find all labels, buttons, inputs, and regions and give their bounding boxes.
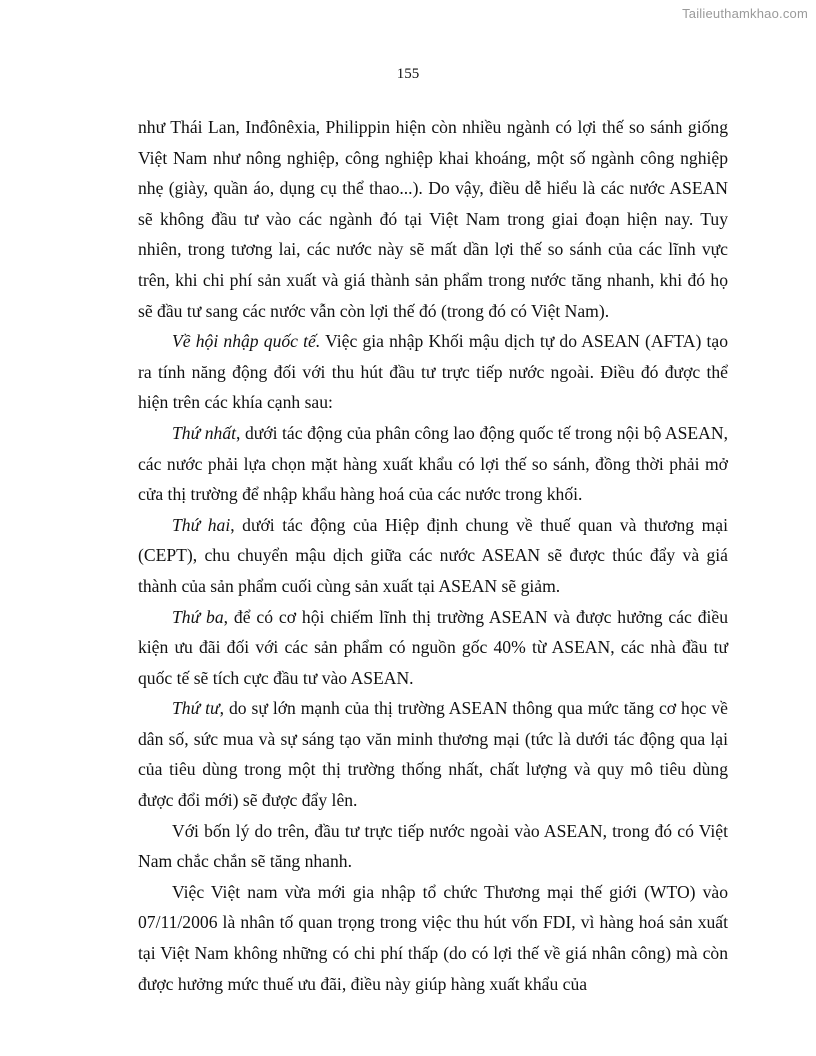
paragraph-text: , dưới tác động của Hiệp định chung về thuế quan và thương mại (CEPT), chu chuyển mậu dịch giữa các nước ASEAN sẽ được thúc đẩy và giá thành của sản phẩm cuối cùng sản xuất tại ASEAN sẽ giảm. — [138, 514, 729, 596]
watermark: Tailieuthamkhao.com — [682, 6, 808, 21]
paragraph-third-point — [138, 602, 728, 694]
paragraph-text: Với bốn lý do trên, đầu tư trực tiếp nước ngoài vào ASEAN, trong đó có Việt Nam chắc chắn sẽ tăng nhanh. — [138, 820, 728, 872]
paragraph-text: Việc gia nhập Khối mậu dịch tự do ASEAN (AFTA) tạo ra tính năng động đối với thu hút đầu tư trực tiếp nước ngoài. Điều đó được thể hiện trên các khía cạnh sau: — [138, 331, 728, 413]
paragraph-fourth-point — [138, 693, 728, 815]
paragraph-text: , do sự lớn mạnh của thị trường ASEAN thông qua mức tăng cơ học về dân số, sức mua và sự sáng tạo văn minh thương mại (tức là dưới tác động qua lại của tiêu dùng trong một thị trường thống nhất, chất lượng và quy mô tiêu dùng được đổi mới) sẽ được đẩy lên. — [138, 698, 728, 811]
paragraph-conclusion — [138, 816, 728, 877]
paragraph-continuation — [138, 112, 728, 326]
paragraph-lead: Thứ nhất — [172, 422, 237, 443]
paragraph-lead: Về hội nhập quốc tế. — [172, 331, 321, 352]
paragraph-text: , dưới tác động của phân công lao động quốc tế trong nội bộ ASEAN, các nước phải lựa chọn mặt hàng xuất khẩu có lợi thế so sánh, đồng thời phải mở cửa thị trường để nhập khẩu hàng hoá của các nước trong khối. — [138, 422, 728, 505]
paragraph-lead: Thứ ba — [172, 606, 224, 627]
paragraph-wto — [138, 877, 728, 999]
paragraph-text: Việc Việt nam vừa mới gia nhập tổ chức Thương mại thế giới (WTO) vào 07/11/2006 là nhân tố quan trọng trong việc thu hút vốn FDI, vì hàng hoá sản xuất tại Việt Nam không những có chi phí thấp (do có lợi thế về giá nhân công) mà còn được hưởng mức thuế ưu đãi, điều này giúp hàng xuất khẩu của — [138, 881, 728, 994]
paragraph-text: như Thái Lan, Inđônêxia, Philippin hiện còn nhiều ngành có lợi thế so sánh giống Việt Nam như nông nghiệp, công nghiệp khai khoáng, một số ngành công nghiệp nhẹ (giày, quần áo, dụng cụ thể thao...). Do vậy, điều dễ hiểu là các nước ASEAN sẽ không đầu tư vào các ngành đó tại Việt Nam trong giai đoạn hiện nay. Tuy nhiên, trong tương lai, các nước này sẽ mất dần lợi thế so sánh của các lĩnh vực trên, khi chi phí sản xuất và giá thành sản phẩm trong nước tăng nhanh, khi đó họ sẽ đầu tư sang các nước vẫn còn lợi thế đó (trong đó có Việt Nam). — [138, 117, 728, 321]
paragraph-lead: Thứ tư — [172, 698, 220, 719]
paragraph-text: , để có cơ hội chiếm lĩnh thị trường ASEAN và được hưởng các điều kiện ưu đãi đối với các sản phẩm có nguồn gốc 40% từ ASEAN, các nhà đầu tư quốc tế sẽ tích cực đầu tư vào ASEAN. — [138, 606, 728, 688]
page-number: 155 — [396, 66, 420, 82]
paragraph-international-integration — [138, 326, 728, 418]
paragraph-first-point — [138, 418, 728, 510]
paragraph-lead: Thứ hai — [172, 514, 231, 535]
paragraph-second-point — [138, 510, 728, 602]
body-text — [138, 112, 728, 999]
